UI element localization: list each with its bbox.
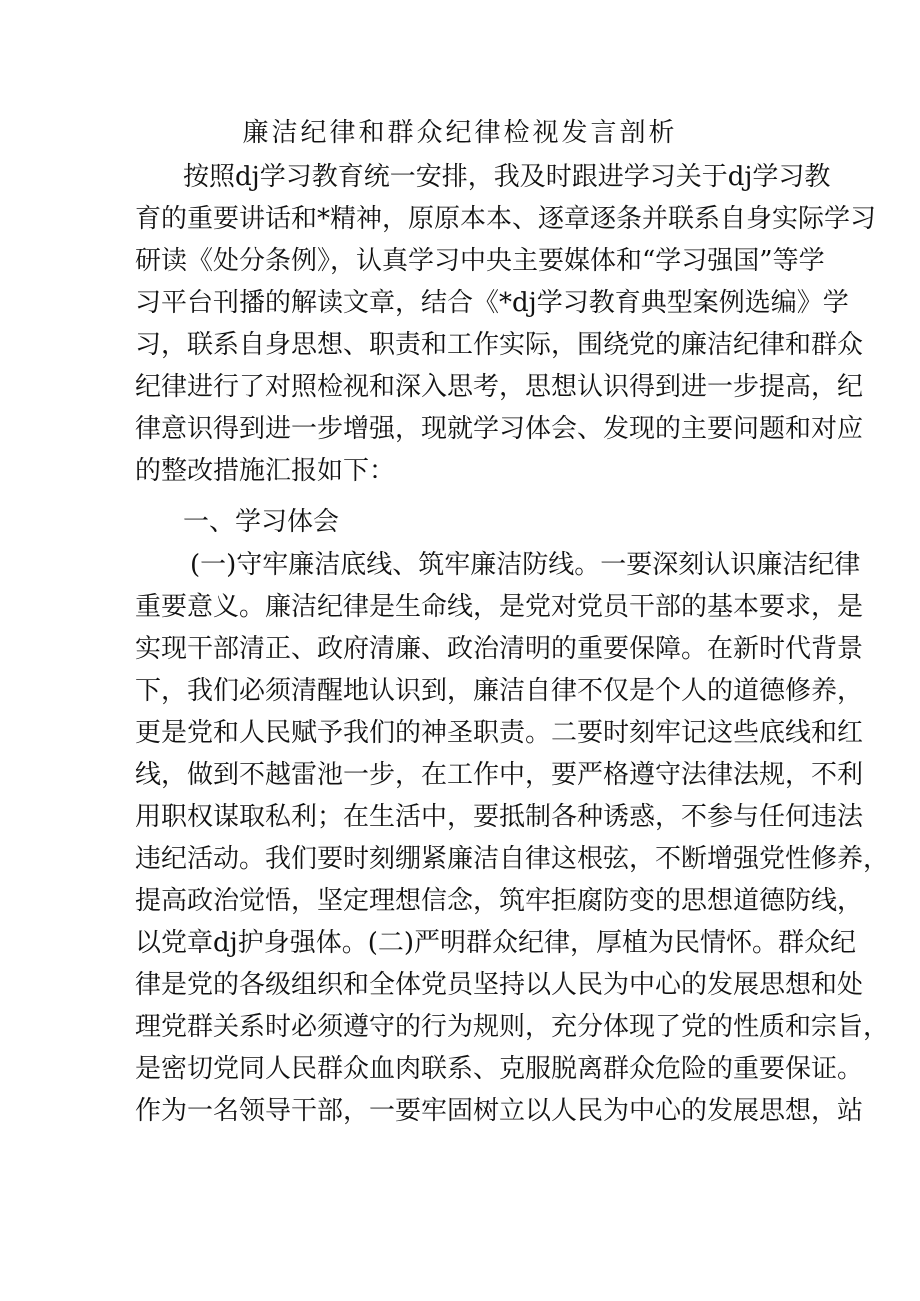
paragraph-line: 提高政治觉悟，坚定理想信念，筑牢拒腐防变的思想道德防线， [135, 886, 864, 916]
paragraph-line: 以党章dj护身强体。(二)严明群众纪律，厚植为民情怀。群众纪 [135, 928, 856, 958]
paragraph-line: 下，我们必须清醒地认识到，廉洁自律不仅是个人的道德修养， [135, 676, 864, 706]
paragraph-line: 习，联系自身思想、职责和工作实际，围绕党的廉洁纪律和群众 [135, 330, 864, 360]
paragraph-line: 的整改措施汇报如下： [135, 456, 396, 486]
paragraph-line: 按照dj学习教育统一安排，我及时跟进学习关于dj学习教 [183, 162, 831, 192]
paragraph-line: 纪律进行了对照检视和深入思考，思想认识得到进一步提高，纪 [135, 372, 864, 402]
paragraph-line: 习平台刊播的解读文章，结合《*dj学习教育典型案例选编》学 [135, 288, 849, 318]
paragraph-line: 研读《处分条例》，认真学习中央主要媒体和“学习强国”等学 [135, 246, 825, 276]
paragraph-line: 更是党和人民赋予我们的神圣职责。二要时刻牢记这些底线和红 [135, 718, 864, 748]
paragraph-line: 作为一名领导干部，一要牢固树立以人民为中心的发展思想，站 [135, 1096, 864, 1126]
document-title: 廉洁纪律和群众纪律检视发言剖析 [242, 118, 678, 148]
paragraph-line: (一)守牢廉洁底线、筑牢廉洁防线。一要深刻认识廉洁纪律 [190, 550, 861, 580]
paragraph-line: 是密切党同人民群众血肉联系、克服脱离群众危险的重要保证。 [135, 1054, 864, 1084]
paragraph-line: 用职权谋取私利；在生活中，要抵制各种诱惑，不参与任何违法 [135, 802, 864, 832]
section-heading: 一、学习体会 [183, 507, 340, 537]
paragraph-line: 违纪活动。我们要时刻绷紧廉洁自律这根弦，不断增强党性修养， [135, 844, 890, 874]
paragraph-line: 重要意义。廉洁纪律是生命线，是党对党员干部的基本要求，是 [135, 592, 864, 622]
paragraph-line: 律意识得到进一步增强，现就学习体会、发现的主要问题和对应 [135, 414, 864, 444]
paragraph-line: 育的重要讲话和*精神，原原本本、逐章逐条并联系自身实际学习 [135, 204, 877, 234]
paragraph-line: 线，做到不越雷池一步，在工作中，要严格遵守法律法规，不利 [135, 760, 864, 790]
paragraph-line: 实现干部清正、政府清廉、政治清明的重要保障。在新时代背景 [135, 634, 864, 664]
paragraph-line: 律是党的各级组织和全体党员坚持以人民为中心的发展思想和处 [135, 970, 864, 1000]
paragraph-line: 理党群关系时必须遵守的行为规则，充分体现了党的性质和宗旨， [135, 1012, 890, 1042]
